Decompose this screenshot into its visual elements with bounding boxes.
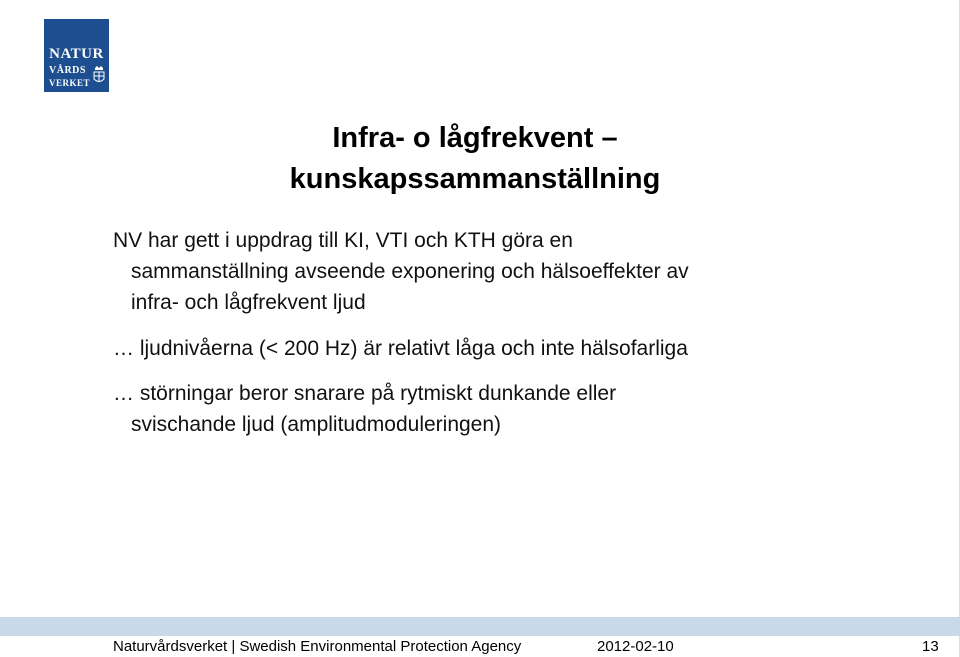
- paragraph-assignment-line-1: NV har gett i uppdrag till KI, VTI och KTH göra en: [113, 229, 573, 252]
- naturvardsverket-logo: [44, 19, 109, 92]
- paragraph-sound-levels-line-1: … ljudnivåerna (< 200 Hz) är relativt låga och inte hälsofarliga: [113, 337, 688, 360]
- logo-text-vards: VÅRDS: [49, 65, 86, 76]
- paragraph-sound-levels: [113, 333, 873, 364]
- footer-band: [0, 617, 960, 636]
- paragraph-disturbances-line-1: … störningar beror snarare på rytmiskt dunkande eller: [113, 382, 617, 405]
- footer-organization: Naturvårdsverket | Swedish Environmental Protection Agency: [113, 638, 522, 655]
- paragraph-disturbances: [113, 378, 873, 440]
- paragraph-assignment: [113, 225, 873, 318]
- slide-title-line-2: kunskapssammanställning: [289, 163, 661, 195]
- footer-date: 2012-02-10: [597, 638, 674, 655]
- logo-text-verket: VERKET: [49, 78, 91, 88]
- slide-title: [215, 118, 735, 200]
- paragraph-assignment-line-3: infra- och lågfrekvent ljud: [131, 291, 366, 314]
- paragraph-assignment-line-2: sammanställning avseende exponering och hälsoeffekter av: [131, 260, 689, 283]
- footer-page-number: 13: [922, 638, 939, 655]
- logo-text-natur: NATUR: [49, 46, 104, 62]
- slide-title-line-1: Infra- o lågfrekvent –: [332, 122, 618, 154]
- swedish-crest-icon: [93, 65, 105, 85]
- paragraph-disturbances-line-2: svischande ljud (amplitudmoduleringen): [131, 413, 502, 436]
